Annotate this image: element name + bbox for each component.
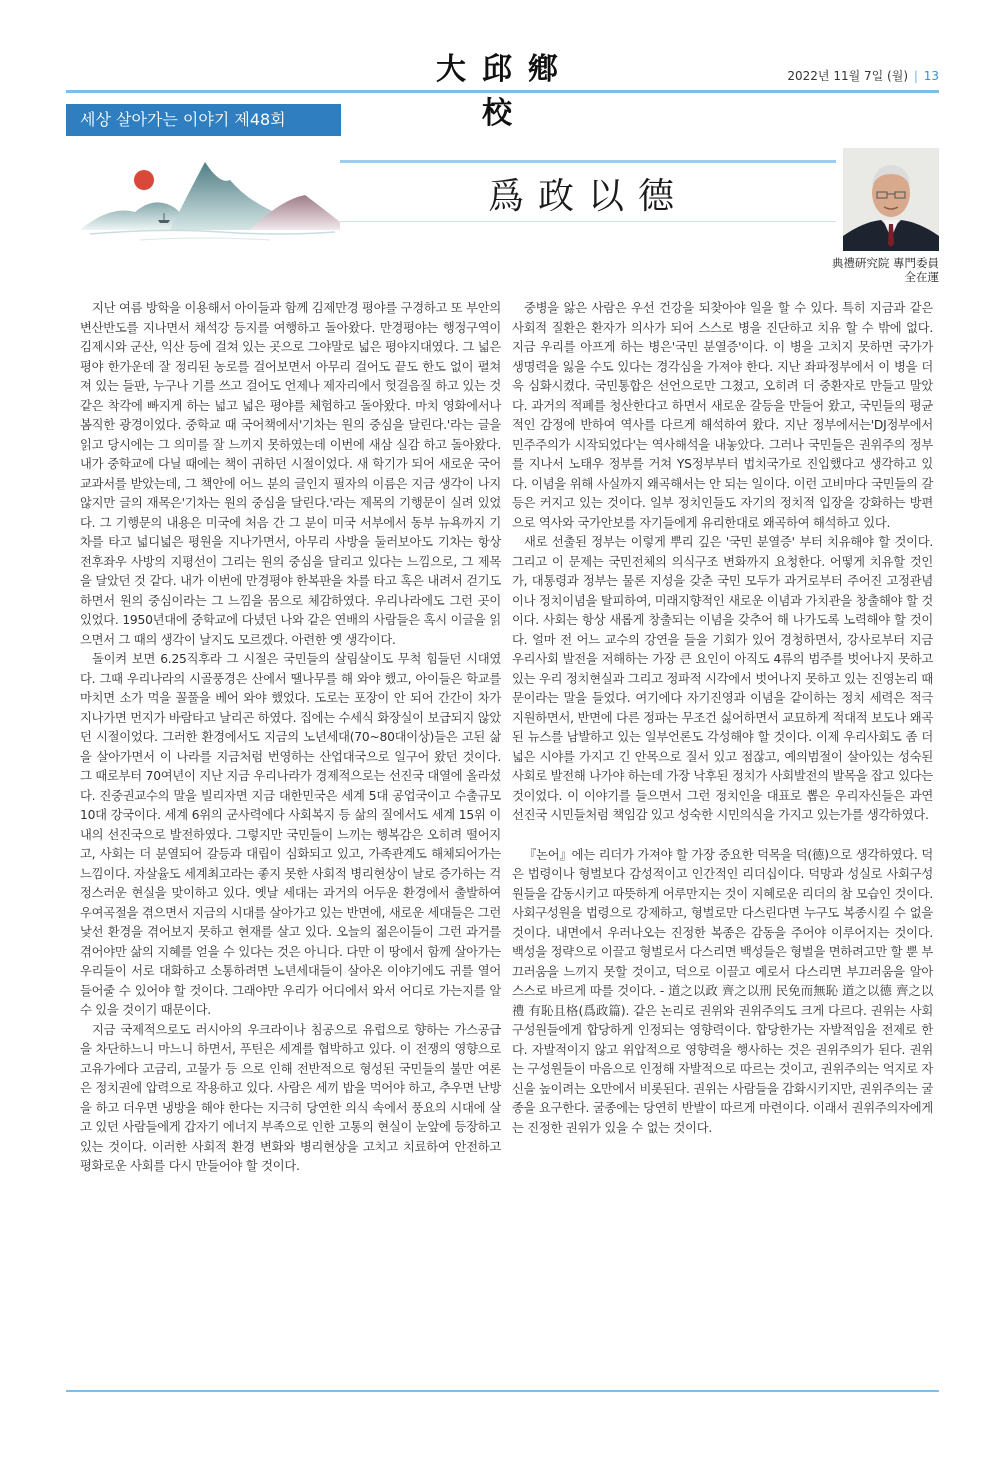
newspaper-masthead: 大邱鄕校 [436, 52, 574, 131]
date-separator: | [913, 69, 918, 83]
author-byline [832, 256, 939, 284]
body-paragraph: 지난 여름 방학을 이용해서 아이들과 함께 김제만경 평야를 구경하고 또 부안의 변산반도를 지나면서 채석강 등지를 여행하고 돌아왔다. 만경평야는 행정구역이 김제시와 군산, 익산 등에 걸쳐 있는 곳으로 그야말로 넓은 평야지대였다. 그 넓은 평야 한가운데 잘 정리된 농로를 걸어보면서 아무리 걸어도 끝도 한도 없이 펼쳐져 있는 들판, 누구나 기를 쓰고 걸어도 언제나 제자리에서 헛걸음질 하고 있는 것 같은 착각에 빠지게 하는 넓고 넓은 평야를 체험하고 돌아왔다. 마치 영화에서나 봄직한 광경이었다. 중학교 때 국어책에서'기차는 원의 중심을 달린다.'라는 글을 읽고 당시에는 그 의미를 잘 느끼지 못하였는데 이번에 새삼 실감 하고 돌아왔다. 내가 중학교에 다닐 때에는 책이 귀하던 시절이었다. 새 학기가 되어 새로운 국어 교과서를 받았는데, 그 책안에 어느 분의 글인지 필자의 이름은 지금 생각이 나지 않지만 글의 재목은'기차는 원의 중심을 달린다.'라는 제목의 기행문이 실려 있었다. 그 기행문의 내용은 미국에 처음 간 그 분이 미국 서부에서 동부 뉴욕까지 기차를 타고 넓디넓은 평원을 지나가면서, 아무리 사방을 둘러보아도 기차는 항상 전후좌우 사방의 지평선이 그리는 원의 중심을 달리고 있다는 느낌으로, 그 제목을 달았던 것 같다. 내가 이번에 만경평야 한복판을 차를 타고 혹은 내려서 걷기도 하면서 원의 중심이라는 그 느낌을 몸으로 체감하였다. 우리나라에도 그런 곳이 있었다. 1950년대에 중학교에 다녔던 나와 같은 연배의 사람들은 혹시 이글을 읽으면서 그 때의 생각이 날지도 모르겠다. 아련한 옛 생각이다. [80, 301, 501, 647]
body-column-right [512, 299, 933, 1138]
body-paragraph: 새로 선출된 정부는 이렇게 뿌리 깊은 '국민 분열증' 부터 치유해야 할 것이다. 그리고 이 문제는 국민전체의 의식구조 변화까지 요청한다. 어떻게 치유할 것인가, 대통령과 정부는 물론 지성을 갖춘 국민 모두가 과거로부터 주어진 고정관념이나 정치이념을 탈피하여, 미래지향적인 새로운 이념과 가치관을 창출해야 할 것이다. 사회는 항상 새롭게 창출되는 이념을 갖추어 해 나가도록 노력해야 할 것이다. 얼마 전 어느 교수의 강연을 들을 기회가 있어 경청하면서, 강사로부터 지금 우리사회 발전을 저해하는 가장 큰 요인이 아직도 4류의 범주를 벗어나지 못하고 있는 우리 정치현실과 그리고 정파적 시각에서 벗어나지 못하고 있는 진영논리 때문이라는 말을 들었다. 여기에다 자기진영과 이념을 같이하는 정치 세력은 적극 지원하면서, 반면에 다른 정파는 무조건 싫어하면서 교묘하게 적대적 보도나 왜곡된 뉴스를 남발하고 있는 일부언론도 각성해야 할 것이다. 이제 우리사회도 좀 더 넓은 시야를 가지고 긴 안목으로 질서 있고 점잖고, 예의범절이 살아있는 성숙된 사회로 발전해 나가야 하는데 가장 낙후된 정치가 사회발전의 발목을 잡고 있다는 것이었다. 이 이야기를 들으면서 그런 정치인을 대표로 뽑은 우리자신들은 과연 선진국 시민들처럼 책임감 있고 성숙한 시민의식을 가지고 있는가를 생각하였다. [512, 535, 933, 822]
body-paragraph: 돌이켜 보면 6.25직후라 그 시절은 국민들의 살림살이도 무척 힘들던 시대였다. 그때 우리나라의 시골풍경은 산에서 땔나무를 해 와야 했고, 아이들은 학교를 마치면 소가 먹을 꼴풀을 베어 와야 했었다. 도로는 포장이 안 되어 간간이 차가 지나가면 먼지가 바람타고 날리곤 하였다. 집에는 수세식 화장실이 보급되지 않았던 시절이었다. 그러한 환경에서도 지금의 노년세대(70~80대이상)들은 고된 삶을 살아가면서 이 나라를 지금처럼 번영하는 산업대국으로 일구어 왔던 것이다. 그 때로부터 70여년이 지난 지금 우리나라가 경제적으로는 선진국 대열에 올라섰다. 진중권교수의 말을 빌리자면 지금 대한민국은 세계 5대 공업국이고 수출규모 10대 강국이다. 세계 6위의 군사력에다 사회복지 등 삶의 질에서도 세계 15위 이내의 선진국으로 발전하였다. 그렇지만 국민들이 느끼는 행복감은 오히려 떨어지고, 사회는 더 분열되어 갈등과 대립이 심화되고 있고, 가족관계도 해체되어가는 느낌이다. 자살율도 세계최고라는 좋지 못한 사회적 병리현상이 날로 증가하는 걱정스러운 현실을 맞이하고 있다. 옛날 세대는 과거의 어두운 환경에서 출발하여 우여곡절을 겪으면서 지금의 시대를 살아가고 있는 반면에, 새로운 세대들은 그런 낯선 환경을 겪어보지 못하고 현재를 살고 있다. 오늘의 젊은이들이 그런 과거를 겪어야만 삶의 지혜를 얻을 수 있다는 것은 아니다. 다만 이 땅에서 함께 살아가는 우리들이 서로 대화하고 소통하려면 노년세대들이 살아온 이야기에도 귀를 열어 들어줄 수 있어야 할 것이다. 그래야만 우리가 어디에서 와서 어디로 가는지를 알 수 있을 것이기 때문이다. [80, 652, 501, 1017]
article-title: 爲政以德 [487, 176, 688, 217]
issue-date: 2022년 11월 7일 (월) [787, 69, 909, 83]
author-name: 全在運 [904, 270, 939, 284]
paragraph-spacer [512, 826, 933, 846]
footer-rule [66, 1390, 939, 1392]
title-rule-bottom [340, 221, 836, 222]
series-banner: 세상 살아가는 이야기 제48회 [66, 104, 341, 136]
body-paragraph: 지금 국제적으로도 러시아의 우크라이나 침공으로 유럽으로 향하는 가스공급을 차단하느니 마느니 하면서, 푸틴은 세계를 협박하고 있다. 이 전쟁의 영향으로 고유가에다 고금리, 고물가 등 으로 인해 전반적으로 형성된 국민들의 불만 여론은 정치권에 압력으로 작용하고 있다. 사람은 세끼 밥을 먹어야 하고, 추우면 난방을 하고 더우면 냉방을 해야 한다는 지극히 당연한 의식 속에서 풍요의 시대에 살고 있던 사람들에게 갑자기 에너지 부족으로 인한 고통의 현실이 눈앞에 등장하고 있는 것이다. 이러한 사회적 환경 변화와 병리현상을 고치고 치료하여 안전하고 평화로운 사회를 다시 만들어야 할 것이다. [80, 1022, 501, 1173]
body-paragraph: 『논어』에는 리더가 가져야 할 가장 중요한 덕목을 덕(德)으로 생각하였다. 덕은 법령이나 형벌보다 감성적이고 인간적인 리더십이다. 덕망과 성실로 사회구성원들을 감동시키고 따뜻하게 어루만지는 것이 지혜로운 리더의 참 모습인 것이다. 사회구성원을 법령으로 강제하고, 형벌로만 다스린다면 누구도 복종시킬 수 없을 것이다. 내면에서 우러나오는 진정한 복종은 감동을 주어야 이루어지는 것이다. 백성을 정략으로 이끌고 형벌로서 다스리면 백성들은 형벌을 면하려고만 할 뿐 부끄러움을 느끼지 못할 것이고, 덕으로 이끌고 예로서 다스리면 부끄러움을 알아 스스로 바르게 따를 것이다. - 道之以政 齊之以刑 民免而無恥 道之以德 齊之以禮 有恥且格(爲政篇). 같은 논리로 권위와 권위주의도 크게 다르다. 권위는 사회구성원들에게 합당하게 인정되는 영향력이다. 합당한가는 자발적임을 전제로 한다. 자발적이지 않고 위압적으로 영향력을 행사하는 것은 권위주의가 된다. 권위는 구성원들이 마음으로 인정해 자발적으로 따르는 것이고, 권위주의는 억지로 자신을 높이려는 오만에서 비롯된다. 권위는 사람들을 감화시키지만, 권위주의는 굴종을 요구한다. 굴종에는 당연히 반발이 따르게 마련이다. 이래서 권위주의자에게는 진정한 권위가 있을 수 없는 것이다. [512, 847, 933, 1135]
author-photo-icon [843, 148, 939, 251]
author-position: 典禮硏究院 專門委員 [831, 256, 939, 270]
landscape-illustration-icon [80, 150, 340, 250]
page-number: 13 [923, 69, 939, 83]
body-paragraph: 중병을 앓은 사람은 우선 건강을 되찾아야 일을 할 수 있다. 특히 지금과 같은 사회적 질환은 환자가 의사가 되어 스스로 병을 진단하고 치유 할 수 밖에 없다. 지금 우리를 아프게 하는 병은'국민 분열증'이다. 이 병을 고치지 못하면 국가가 생명력을 잃을 수도 있다는 경각심을 가져야 한다. 지난 좌파정부에서 이 병을 더욱 심화시켰다. 국민통합은 선언으로만 그쳤고, 오히려 더 중환자로 만들고 말았다. 과거의 적폐를 청산한다고 하면서 새로운 갈등을 만들어 왔고, 국민들의 평균적인 감정에 반하여 역사를 다르게 해석하여 왔다. 지난 정부에서는'DJ정부에서 민주주의가 시작되었다'는 역사해석을 내놓았다. 그러나 국민들은 권위주의 정부를 지나서 노태우 정부를 거쳐 YS정부부터 법치국가로 진입했다고 생각하고 있다. 이념을 위해 사실까지 왜곡해서는 안 되는 일이다. 이런 고비마다 국민들의 갈등은 커지고 있는 것이다. 일부 정치인들도 자기의 정치적 입장을 강화하는 방편으로 역사와 국가안보를 자기들에게 유리한대로 왜곡하여 해석하고 있다. [512, 301, 933, 530]
header-rule [66, 90, 939, 93]
title-rule-top [340, 160, 836, 163]
author-portrait [843, 148, 939, 251]
body-column-left [80, 299, 501, 1177]
issue-date-line [787, 67, 939, 84]
